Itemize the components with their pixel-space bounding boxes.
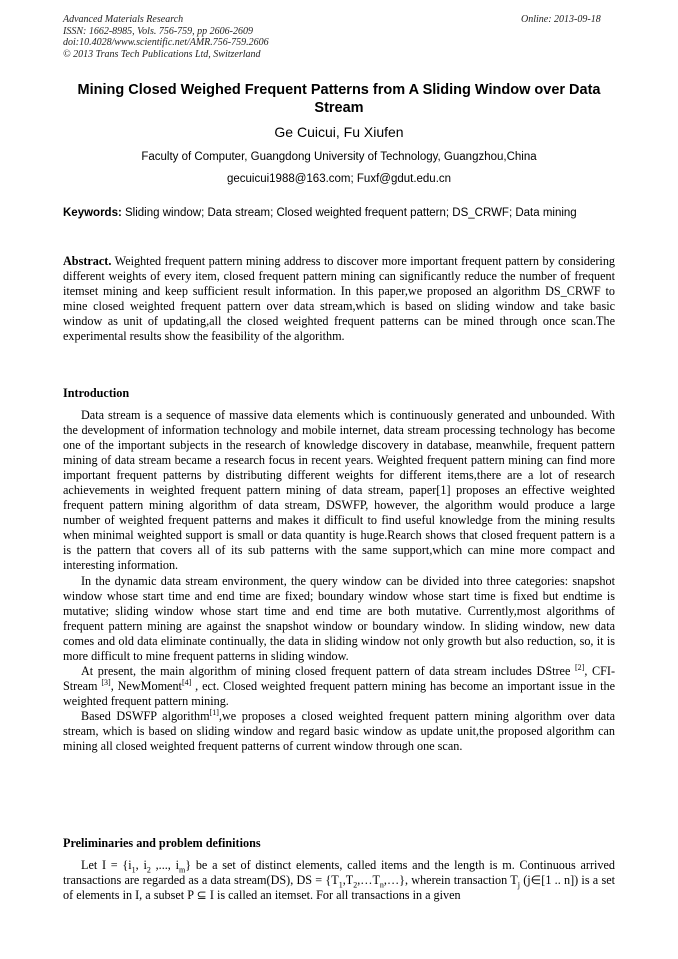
journal-name: Advanced Materials Research xyxy=(63,14,184,25)
abstract xyxy=(63,254,615,344)
preliminaries-body xyxy=(63,858,615,903)
intro-paragraph-1: Data stream is a sequence of massive data elements which is continuously generated and unbounded. With the development of information technology and mobile internet, data stream processing technology has become one of the important subjects in the research of knowledge discovery in database, meanwhile, frequent pattern mining of data stream became a research focus in recent years. Weighted frequent pattern mining can find more important frequent patterns by distributing different weights for different items,there are a lot of research achievements in weighted frequent pattern mining of data stream, paper[1] proposes an effective weighted frequent pattern mining algorithm of data stream, DSWFP, however, the algorithm would produce a large number of weighted frequent patterns and makes it difficult to find useful knowledge from the mining results when minimal weighted support is small or data quantity is huge.Rearch shows that closed frequent pattern is a is the pattern that covers all of its sub patterns with the same support,which can mine more compact and interesting information. xyxy=(63,408,615,573)
introduction-body xyxy=(63,408,615,754)
introduction-heading: Introduction xyxy=(63,386,130,400)
intro-paragraph-4: Based DSWFP algorithm[1],we proposes a closed weighted frequent pattern mining algorithm over data stream, which is based on sliding window and regard basic window as update unit,the proposed algorithm can mining all closed weighted frequent patterns of current window through one scan. xyxy=(63,707,615,754)
keywords-label: Keywords: xyxy=(63,207,122,219)
paper-title: Mining Closed Weighed Frequent Patterns from A Sliding Window over Data Stream xyxy=(77,82,601,116)
keywords-text: Sliding window; Data stream; Closed weighted frequent pattern; DS_CRWF; Data mining xyxy=(125,207,577,219)
affiliation: Faculty of Computer, Guangdong University of Technology, Guangzhou,China xyxy=(141,151,537,163)
citation: [3] xyxy=(101,677,111,687)
citation: [4] xyxy=(181,677,192,687)
online-date: Online: 2013-09-18 xyxy=(521,14,601,25)
preliminaries-heading: Preliminaries and problem definitions xyxy=(63,836,261,850)
abstract-label: Abstract. xyxy=(63,254,112,268)
intro-paragraph-2: In the dynamic data stream environment, the query window can be divided into three categories: snapshot window whose start time and end time are fixed; boundary window whose start time is fixed but endtime is mutative; sliding window whose start time and end time are both mutative. Currently,most algorithms of frequent pattern mining are against the snapshot window or boundary window. In sliding window, new data comes and old data eliminate continually, the data in sliding window not only growth but also reduction, so, it is more difficult to mine frequent patterns in sliding window. xyxy=(63,573,615,663)
doi-line: doi:10.4028/www.scientific.net/AMR.756-759.2606 xyxy=(63,37,269,48)
abstract-text: Weighted frequent pattern mining address to discover more important frequent pattern by considering different weights of every item, closed frequent pattern mining can significantly reduce the number of frequent itemset mining and keep sufficient result information. In this paper,we proposed an algorithm DS_CRWF to mine closed weighted frequent pattern over data stream,which is based on sliding window and take basic window as unit of updating,all the closed weighted frequent patterns can be mined through once scan.The experimental results show the feasibility of the algorithm. xyxy=(63,254,616,344)
keywords xyxy=(63,206,615,221)
citation: [1] xyxy=(209,707,219,717)
author-email: gecuicui1988@163.com; Fuxf@gdut.edu.cn xyxy=(226,173,452,185)
citation: [2] xyxy=(574,662,585,672)
authors: Ge Cuicui, Fu Xiufen xyxy=(274,124,404,140)
issn-line: ISSN: 1662-8985, Vols. 756-759, pp 2606-2609 xyxy=(63,25,253,37)
publication-info xyxy=(63,14,269,60)
prelim-paragraph-1: Let $I = \{i_1$, $i_2$ ,..., $i_m$} be a set of distinct elements, called items and the length is m. Continuous arrived transactions are regarded as a data stream(DS), DS = $\{T_1,T_2,\dots T_n,\dots\}$, wherein transaction $T_j$ (j∈[1 .. n]) is a set of elements in I, a subset P ⊆ I is called an itemset. For all transactions in a given xyxy=(63,858,615,903)
copyright-line: © 2013 Trans Tech Publications Ltd, Switzerland xyxy=(63,48,261,60)
intro-paragraph-3: At present, the main algorithm of mining closed frequent pattern of data stream includes DStree [2], CFI-Stream [3], NewMoment[4] , ect. Closed weighted frequent pattern mining has become an important issue in the weighted frequent pattern mining. xyxy=(63,662,615,708)
